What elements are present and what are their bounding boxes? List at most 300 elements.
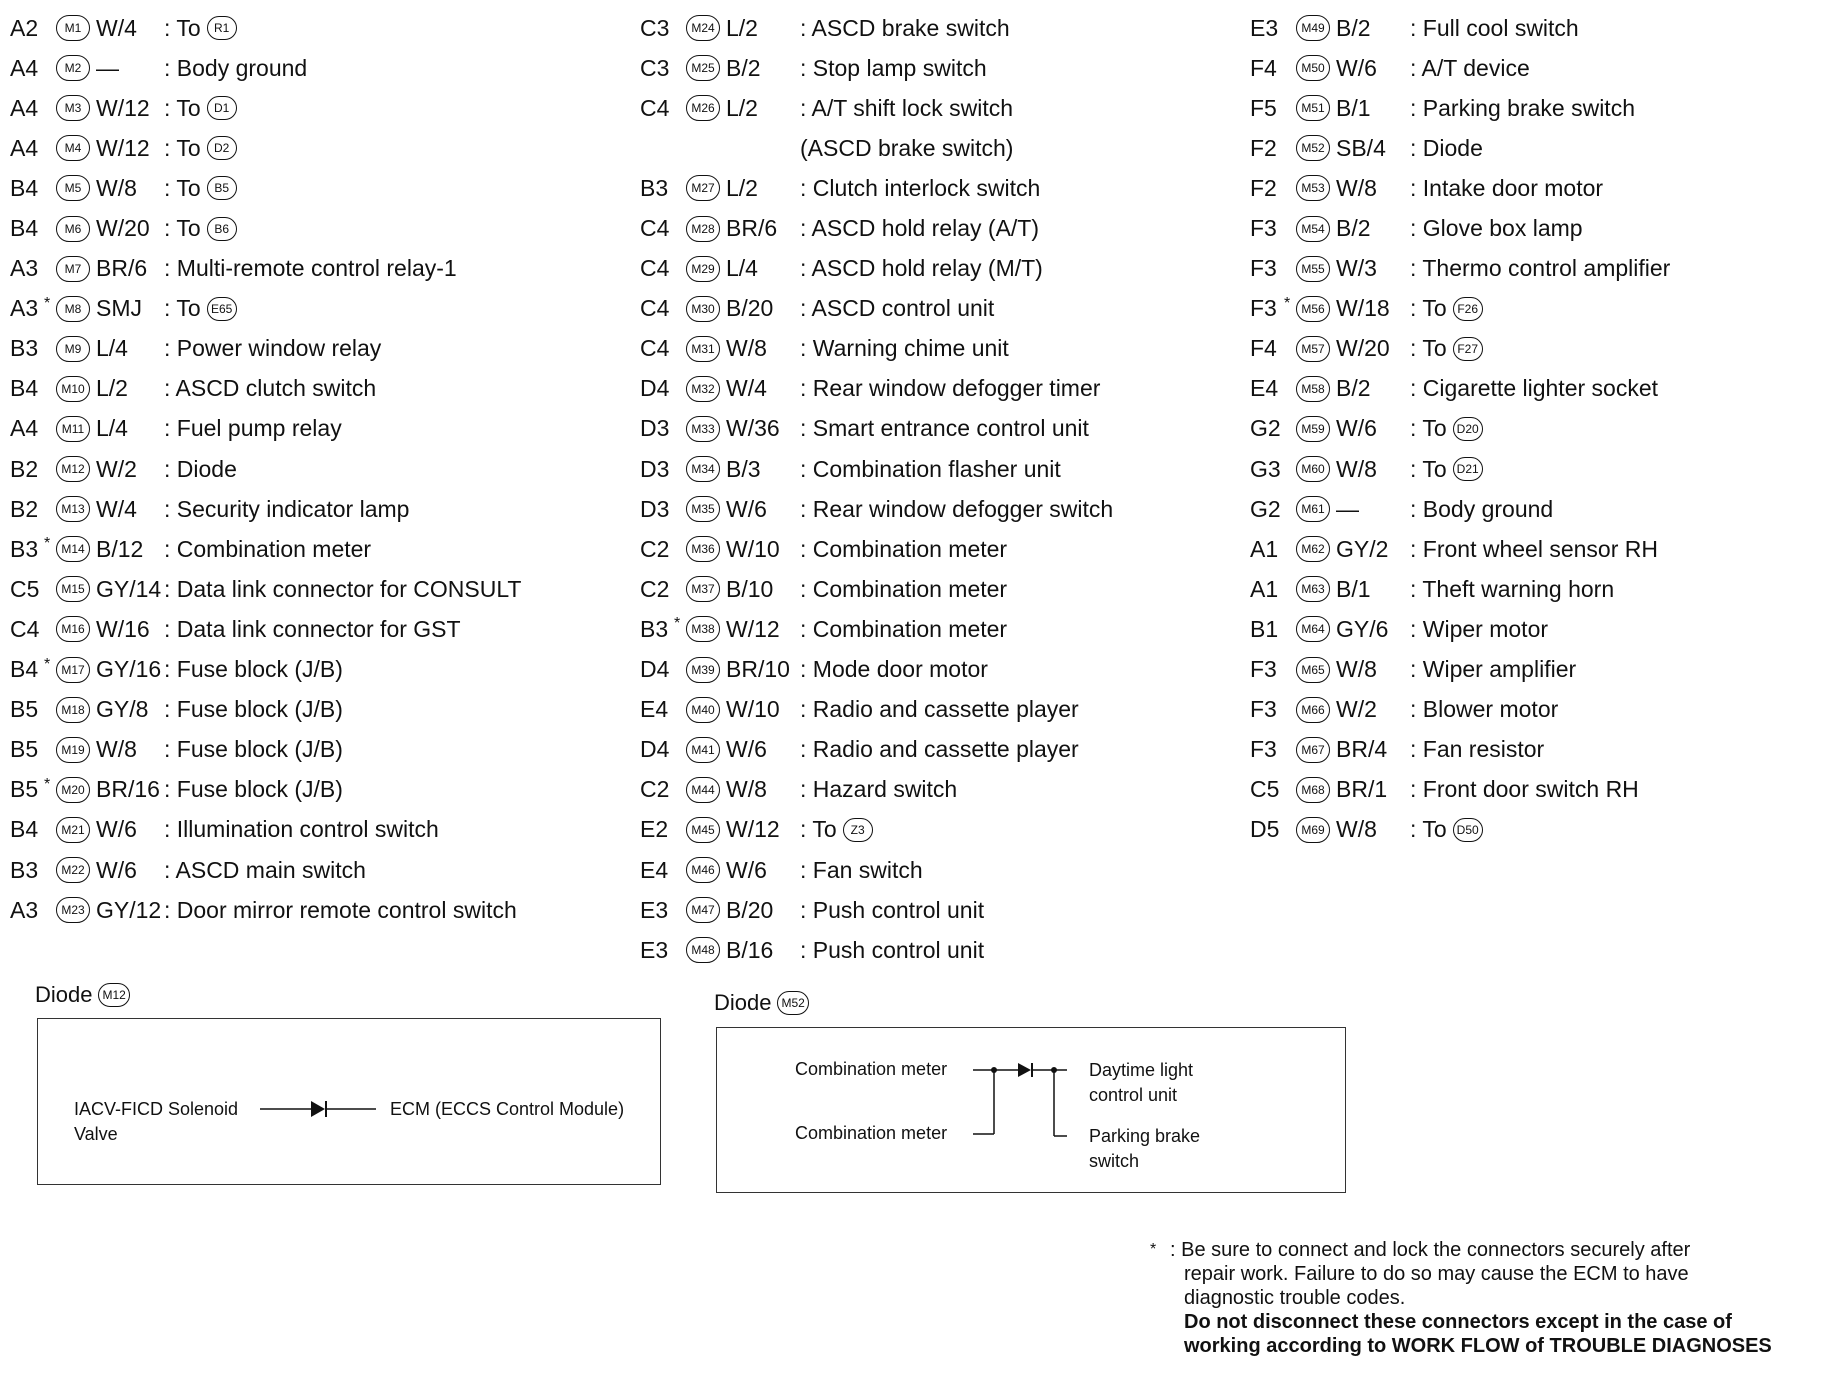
star-marker [44, 128, 56, 134]
diode-m12-title [35, 982, 130, 1008]
connector-number-badge: M29 [686, 256, 720, 282]
wire-spec: L/4 [726, 255, 758, 282]
connector-row [640, 850, 1113, 890]
star-marker [674, 329, 686, 335]
star-marker [674, 930, 686, 936]
grid-reference: E4 [1250, 375, 1279, 402]
diode-m12-diagram [38, 1019, 662, 1186]
connector-description: : Fan resistor [1410, 736, 1545, 763]
diode-m52-output-label-1b: control unit [1089, 1085, 1178, 1105]
connector-row [10, 369, 521, 409]
connector-description: : Fuel pump relay [164, 415, 342, 442]
connector-description: : Rear window defogger timer [800, 375, 1101, 402]
wire-spec: W/4 [726, 375, 767, 402]
wire-spec: GY/16 [96, 656, 162, 683]
connector-row [10, 810, 521, 850]
grid-reference: C4 [640, 255, 670, 282]
connector-description: : To [1410, 415, 1447, 442]
connector-number-badge: M31 [686, 336, 720, 362]
connector-row [10, 409, 521, 449]
star-marker: * [1284, 294, 1291, 312]
diode-m52-output-label-1a: Daytime light [1089, 1060, 1194, 1080]
connector-description: : Smart entrance control unit [800, 415, 1089, 442]
connector-number-badge: M4 [56, 135, 90, 161]
grid-reference: B4 [10, 816, 39, 843]
connector-row [640, 409, 1113, 449]
grid-reference: D3 [640, 455, 670, 482]
wire-spec: SMJ [96, 295, 142, 322]
star-marker [1284, 48, 1296, 54]
diode-m12-title-text: Diode [35, 982, 93, 1007]
diode-m52-output-label-2a: Parking brake [1089, 1126, 1201, 1146]
grid-reference: B2 [10, 495, 39, 522]
star-marker [674, 249, 686, 255]
wire-spec: GY/14 [96, 575, 162, 602]
connector-description: : To [1410, 816, 1447, 843]
grid-reference: A2 [10, 14, 39, 41]
connector-description: : Diode [1410, 134, 1483, 161]
connector-row [1250, 609, 1670, 649]
grid-reference: C4 [640, 295, 670, 322]
connector-number-badge: M3 [56, 95, 90, 121]
grid-reference: F3 [1250, 696, 1277, 723]
wire-spec: B/20 [726, 295, 774, 322]
star-marker [674, 529, 686, 535]
reference-connector-badge: D20 [1453, 417, 1483, 441]
wire-spec: W/20 [96, 215, 150, 242]
star-marker [1284, 690, 1296, 696]
grid-reference: D4 [640, 656, 670, 683]
connector-description: : Power window relay [164, 335, 382, 362]
connector-description: : ASCD control unit [800, 295, 995, 322]
connector-row [1250, 409, 1670, 449]
grid-reference: B4 [10, 174, 39, 201]
wire-spec: W/6 [726, 495, 767, 522]
reference-connector-badge: Z3 [843, 818, 873, 842]
star-marker: * [44, 775, 51, 793]
star-marker [674, 48, 686, 54]
connector-row [640, 88, 1113, 128]
connector-number-badge: M8 [56, 296, 90, 322]
wire-spec: W/2 [96, 455, 137, 482]
connector-description: : Full cool switch [1410, 14, 1579, 41]
wire-spec: B/1 [1336, 94, 1371, 121]
wire-spec: W/4 [96, 14, 137, 41]
connector-number-badge: M56 [1296, 296, 1330, 322]
wire-spec: BR/16 [96, 776, 160, 803]
connector-description: : To [164, 14, 201, 41]
star-marker [674, 810, 686, 816]
note-line-1: : Be sure to connect and lock the connectors securely after [1170, 1239, 1691, 1261]
connector-description: : To [164, 174, 201, 201]
connector-number-badge: M63 [1296, 576, 1330, 602]
star-marker [1284, 168, 1296, 174]
star-marker [44, 409, 56, 415]
connector-row [1250, 529, 1670, 569]
wire-spec: W/8 [1336, 174, 1377, 201]
connector-number-badge: M64 [1296, 616, 1330, 642]
connector-description: : ASCD main switch [164, 856, 366, 883]
connector-description: : Stop lamp switch [800, 54, 987, 81]
reference-connector-badge: D50 [1453, 818, 1483, 842]
connector-description: : Illumination control switch [164, 816, 439, 843]
star-marker [674, 409, 686, 415]
grid-reference: B1 [1250, 615, 1279, 642]
connector-number-badge: M62 [1296, 536, 1330, 562]
reference-connector-badge: D21 [1453, 457, 1483, 481]
connector-description: : Fuse block (J/B) [164, 736, 343, 763]
note-line-2: repair work. Failure to do so may cause the ECM to have [1184, 1263, 1689, 1285]
note-line-4: Do not disconnect these connectors except in the case of [1184, 1311, 1732, 1333]
star-marker [44, 850, 56, 856]
connector-number-badge: M32 [686, 376, 720, 402]
note-line-5: working according to WORK FLOW of TROUBLE DIAGNOSES [1184, 1335, 1772, 1357]
connector-description: : ASCD hold relay (M/T) [800, 255, 1043, 282]
connector-row [1250, 810, 1670, 850]
connector-number-badge: M47 [686, 897, 720, 923]
note-line-3: diagnostic trouble codes. [1184, 1287, 1406, 1309]
grid-reference: B4 [10, 656, 39, 683]
connector-number-badge: M18 [56, 697, 90, 723]
wire-spec: B/1 [1336, 575, 1371, 602]
star-marker [674, 168, 686, 174]
star-marker [674, 208, 686, 214]
grid-reference: D3 [640, 495, 670, 522]
connector-row [640, 609, 1113, 649]
grid-reference: F2 [1250, 174, 1277, 201]
connector-number-badge: M66 [1296, 697, 1330, 723]
star-marker [1284, 409, 1296, 415]
connector-row [1250, 88, 1670, 128]
connector-row [640, 730, 1113, 770]
wire-spec: W/8 [1336, 656, 1377, 683]
grid-reference: E3 [640, 936, 669, 963]
reference-connector-badge: D1 [207, 96, 237, 120]
connector-number-badge: M58 [1296, 376, 1330, 402]
connector-row [640, 289, 1113, 329]
reference-connector-badge: B5 [207, 176, 237, 200]
star-marker [44, 48, 56, 54]
connector-number-badge: M69 [1296, 817, 1330, 843]
grid-reference: B3 [10, 335, 39, 362]
connector-row [1250, 208, 1670, 248]
connector-number-badge: M1 [56, 15, 90, 41]
connector-number-badge: M65 [1296, 657, 1330, 683]
connector-row [640, 489, 1113, 529]
wire-spec: W/8 [1336, 455, 1377, 482]
connector-number-badge: M25 [686, 55, 720, 81]
connector-row [1250, 569, 1670, 609]
wire-spec: W/6 [1336, 415, 1377, 442]
connector-number-badge: M51 [1296, 95, 1330, 121]
star-marker [674, 8, 686, 14]
connector-description: : Hazard switch [800, 776, 958, 803]
grid-reference: C5 [10, 575, 40, 602]
diode-m52-output-label-2b: switch [1089, 1151, 1140, 1171]
connector-number-badge: M48 [686, 937, 720, 963]
connector-description: : Cigarette lighter socket [1410, 375, 1659, 402]
connector-description: : Radio and cassette player [800, 696, 1079, 723]
connector-number-badge: M16 [56, 616, 90, 642]
star-marker [674, 690, 686, 696]
connector-description: : Radio and cassette player [800, 736, 1079, 763]
star-marker [1284, 88, 1296, 94]
star-marker [44, 890, 56, 896]
grid-reference: D4 [640, 375, 670, 402]
connector-number-badge: M37 [686, 576, 720, 602]
wire-spec: B/2 [1336, 14, 1371, 41]
connector-row [1250, 690, 1670, 730]
grid-reference: C4 [10, 615, 40, 642]
connector-number-badge: M46 [686, 857, 720, 883]
grid-reference: C4 [640, 335, 670, 362]
connector-list-column-2 [640, 8, 1113, 970]
wire-spec: W/12 [726, 615, 780, 642]
connector-description: : Door mirror remote control switch [164, 896, 517, 923]
connector-description: : Combination meter [800, 575, 1008, 602]
wire-spec: B/10 [726, 575, 774, 602]
connector-row [1250, 650, 1670, 690]
connector-row [640, 128, 1113, 168]
connector-row [640, 690, 1113, 730]
star-marker [44, 449, 56, 455]
connector-description: : Diode [164, 455, 237, 482]
connector-number-badge: M52 [1296, 135, 1330, 161]
connector-number-badge: M40 [686, 697, 720, 723]
diode-m52-diagram [717, 1028, 1347, 1194]
wire-spec: W/8 [726, 776, 767, 803]
connector-row [10, 208, 521, 248]
connector-description: : To [164, 295, 201, 322]
connector-row [1250, 289, 1670, 329]
star-marker [1284, 650, 1296, 656]
connector-row [10, 329, 521, 369]
diode-m52-box [716, 1027, 1346, 1193]
star-marker [1284, 449, 1296, 455]
star-marker: * [44, 294, 51, 312]
grid-reference: E3 [1250, 14, 1279, 41]
star-marker [674, 770, 686, 776]
grid-reference: E3 [640, 896, 669, 923]
connector-description: : Warning chime unit [800, 335, 1009, 362]
wire-spec: BR/4 [1336, 736, 1388, 763]
grid-reference: F3 [1250, 656, 1277, 683]
grid-reference: A3 [10, 255, 39, 282]
connector-row [640, 650, 1113, 690]
connector-description: : ASCD brake switch [800, 14, 1010, 41]
connector-description: : Clutch interlock switch [800, 174, 1041, 201]
connector-description: : Fuse block (J/B) [164, 696, 343, 723]
wire-spec: BR/6 [726, 215, 778, 242]
connector-row [640, 329, 1113, 369]
grid-reference: C2 [640, 776, 670, 803]
wire-spec: W/6 [96, 856, 137, 883]
wire-spec: W/2 [1336, 696, 1377, 723]
star-marker [674, 449, 686, 455]
diode-m52-input-label-2: Combination meter [795, 1123, 948, 1143]
connector-description: (ASCD brake switch) [800, 134, 1014, 161]
connector-row [1250, 730, 1670, 770]
grid-reference: A1 [1250, 575, 1279, 602]
connector-list-column-3 [1250, 8, 1670, 850]
wire-spec: W/12 [96, 94, 150, 121]
grid-reference: C2 [640, 535, 670, 562]
note-star: * [1150, 1241, 1157, 1258]
connector-row [10, 730, 521, 770]
diode-m12-left-label-1: IACV-FICD Solenoid [74, 1099, 239, 1119]
diode-m12-connector-badge: M12 [98, 983, 129, 1007]
connector-number-badge: M44 [686, 777, 720, 803]
wire-spec: W/6 [726, 856, 767, 883]
connector-description: : To [164, 94, 201, 121]
star-marker [674, 88, 686, 94]
connector-number-badge: M28 [686, 216, 720, 242]
wire-spec: B/2 [726, 54, 761, 81]
star-marker [44, 489, 56, 495]
connector-row [640, 208, 1113, 248]
star-marker [1284, 529, 1296, 535]
star-marker [44, 369, 56, 375]
wire-spec: GY/8 [96, 696, 149, 723]
connector-row [10, 770, 521, 810]
wire-spec: L/4 [96, 415, 128, 442]
wire-spec: B/16 [726, 936, 774, 963]
connector-row [10, 289, 521, 329]
connector-description: : Data link connector for CONSULT [164, 575, 522, 602]
grid-reference: A1 [1250, 535, 1279, 562]
wire-spec: L/2 [726, 14, 758, 41]
grid-reference: D4 [640, 736, 670, 763]
connector-row [1250, 48, 1670, 88]
star-marker [1284, 609, 1296, 615]
connector-number-badge: M50 [1296, 55, 1330, 81]
connector-number-badge: M13 [56, 496, 90, 522]
grid-reference: B3 [640, 174, 669, 201]
star-marker: * [44, 535, 51, 553]
connector-row [640, 890, 1113, 930]
wire-spec: W/36 [726, 415, 780, 442]
connector-description: : Data link connector for GST [164, 615, 461, 642]
star-marker [674, 730, 686, 736]
connector-number-badge: M6 [56, 216, 90, 242]
grid-reference: B5 [10, 776, 39, 803]
wire-spec: — [1336, 495, 1359, 522]
connector-description: : Body ground [164, 54, 308, 81]
connector-row [1250, 489, 1670, 529]
wire-spec: W/8 [96, 736, 137, 763]
star-marker [44, 8, 56, 14]
star-marker [44, 168, 56, 174]
wire-spec: W/6 [96, 816, 137, 843]
connector-description: : A/T shift lock switch [800, 94, 1014, 121]
wire-spec: BR/1 [1336, 776, 1388, 803]
grid-reference: G2 [1250, 495, 1281, 522]
connector-row [10, 529, 521, 569]
connector-row [10, 489, 521, 529]
connector-row [640, 249, 1113, 289]
diode-m52-connector-badge: M52 [777, 991, 808, 1015]
wire-spec: W/6 [1336, 54, 1377, 81]
grid-reference: B5 [10, 736, 39, 763]
connector-number-badge: M61 [1296, 496, 1330, 522]
connector-number-badge: M11 [56, 416, 90, 442]
connector-number-badge: M57 [1296, 336, 1330, 362]
grid-reference: B3 [10, 856, 39, 883]
connector-number-badge: M19 [56, 737, 90, 763]
connector-number-badge: M14 [56, 536, 90, 562]
connector-row [640, 810, 1113, 850]
connector-row [10, 88, 521, 128]
wire-spec: L/2 [96, 375, 128, 402]
wire-spec: W/4 [96, 495, 137, 522]
wire-spec: L/4 [96, 335, 128, 362]
connector-number-badge: M38 [686, 616, 720, 642]
grid-reference: F4 [1250, 335, 1277, 362]
star-marker [674, 569, 686, 575]
star-marker [1284, 208, 1296, 214]
connector-description: : Glove box lamp [1410, 215, 1583, 242]
reference-connector-badge: F26 [1453, 297, 1483, 321]
connector-number-badge: M60 [1296, 456, 1330, 482]
connector-number-badge: M12 [56, 456, 90, 482]
wire-spec: W/6 [726, 736, 767, 763]
connector-row [640, 449, 1113, 489]
star-marker [1284, 329, 1296, 335]
grid-reference: B4 [10, 375, 39, 402]
grid-reference: A3 [10, 896, 39, 923]
wire-spec: BR/10 [726, 656, 790, 683]
connector-row [1250, 8, 1670, 48]
connector-row [640, 168, 1113, 208]
connector-row [10, 8, 521, 48]
diode-m52-title [714, 990, 809, 1016]
wire-spec: W/3 [1336, 255, 1377, 282]
star-marker [674, 369, 686, 375]
connector-description: : Push control unit [800, 936, 985, 963]
star-marker: * [674, 615, 681, 633]
wire-spec: W/8 [726, 335, 767, 362]
diode-m12-right-label: ECM (ECCS Control Module) [390, 1099, 625, 1119]
grid-reference: B4 [10, 215, 39, 242]
connector-row [640, 529, 1113, 569]
connector-number-badge: M53 [1296, 175, 1330, 201]
reference-connector-badge: E65 [207, 297, 237, 321]
connector-description: : Push control unit [800, 896, 985, 923]
grid-reference: F4 [1250, 54, 1277, 81]
star-marker [674, 128, 686, 134]
connector-number-badge: M27 [686, 175, 720, 201]
connector-number-badge: M23 [56, 897, 90, 923]
connector-description: : Combination flasher unit [800, 455, 1061, 482]
grid-reference: C4 [640, 215, 670, 242]
caution-note [1150, 1238, 1825, 1358]
connector-description: : Body ground [1410, 495, 1554, 522]
wire-spec: W/8 [96, 174, 137, 201]
wire-spec: — [96, 54, 119, 81]
connector-row [1250, 449, 1670, 489]
grid-reference: B3 [10, 535, 39, 562]
connector-description: : Blower motor [1410, 696, 1559, 723]
star-marker [1284, 810, 1296, 816]
connector-description: : To [164, 134, 201, 161]
grid-reference: C5 [1250, 776, 1280, 803]
connector-row [10, 690, 521, 730]
connector-number-badge: M36 [686, 536, 720, 562]
connector-number-badge: M68 [1296, 777, 1330, 803]
connector-number-badge: M7 [56, 256, 90, 282]
star-marker [1284, 369, 1296, 375]
connector-number-badge: M10 [56, 376, 90, 402]
